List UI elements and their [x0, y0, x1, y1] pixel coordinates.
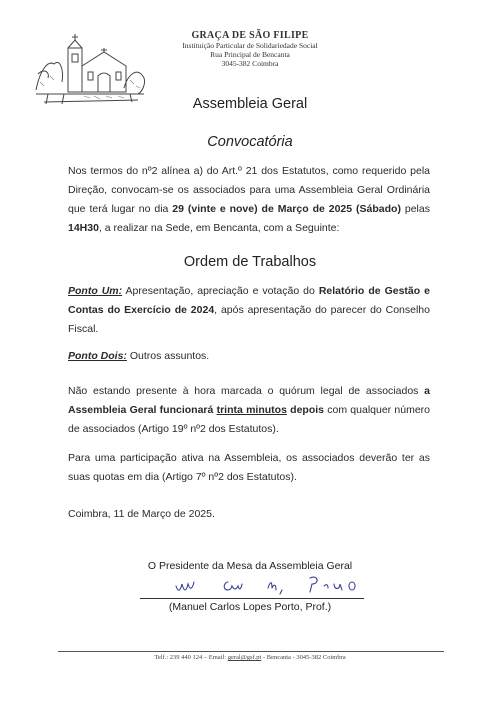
quorum-text: Não estando presente à hora marcada o quórum legal de associados: [68, 385, 425, 397]
footer-address: - Bencanta - 3045-382 Coimbra: [261, 654, 346, 661]
point-two-text: Outros assuntos.: [126, 350, 210, 362]
agenda-point-two: [68, 347, 430, 366]
quorum-bold: a Assembleia Geral funcionará: [68, 385, 430, 416]
intro-paragraph: [68, 162, 430, 238]
quorum-text-2: com qualquer número de associados (Artigo 19º nº2 dos Estatutos).: [68, 404, 430, 435]
organization-street: Rua Principal de Bencanta: [210, 50, 290, 59]
footer-contact: [0, 654, 500, 661]
agenda-title: Ordem de Trabalhos: [183, 254, 317, 270]
footer-email[interactable]: geral@gsf.pt: [227, 654, 262, 661]
point-one-text: Apresentação, apreciação e votação do: [122, 285, 319, 297]
place-date: Coimbra, 11 de Março de 2025.: [68, 508, 215, 520]
organization-type: Instituição Particular de Solidariedade Social: [182, 41, 318, 50]
intro-text-2: pelas: [400, 203, 430, 215]
convocation-title: Convocatória: [207, 134, 293, 150]
quorum-paragraph: [68, 382, 430, 439]
footer-divider: [58, 651, 444, 652]
meeting-date: 29 (vinte e nove) de Março de 2025 (Sábado): [172, 203, 401, 215]
intro-text-3: , a realizar na Sede, em Bencanta, com a Seguinte:: [98, 222, 340, 234]
quorum-bold-2: depois: [290, 404, 324, 416]
letterhead: [150, 30, 350, 68]
participation-paragraph: Para uma participação ativa na Assembleia, os associados deverão ter as suas quotas em dia (Artigo 7º nº2 dos Estatutos).: [68, 452, 430, 483]
quorum-delay: trinta minutos: [216, 404, 287, 416]
handwritten-signature-icon: [168, 572, 368, 598]
assembly-title: Assembleia Geral: [192, 96, 308, 112]
organization-postcode: 3045-382 Coimbra: [221, 59, 279, 68]
signature-title: O Presidente da Mesa da Assembleia Geral: [147, 560, 353, 572]
signature-line: [140, 598, 364, 599]
point-one-text-2: , após apresentação do parecer do Conselho Fiscal.: [68, 304, 430, 335]
organization-name: GRAÇA DE SÃO FILIPE: [191, 30, 309, 41]
report-title: Relatório de Gestão e Contas do Exercício de 2024: [68, 285, 430, 316]
point-one-label: Ponto Um:: [68, 285, 123, 297]
signatory-name: (Manuel Carlos Lopes Porto, Prof.): [168, 601, 332, 613]
intro-text: Nos termos do nº2 alínea a) do Art.º 21 dos Estatutos, como requerido pela Direção, convocam-se os associados para uma Assembleia Geral Ordinária que terá lugar no dia: [68, 165, 430, 215]
meeting-time: 14H30: [68, 222, 99, 234]
footer-phone: Telf.: 239 440 124 – Email:: [154, 654, 228, 661]
point-two-label: Ponto Dois:: [68, 350, 127, 362]
agenda-point-one: [68, 282, 430, 339]
